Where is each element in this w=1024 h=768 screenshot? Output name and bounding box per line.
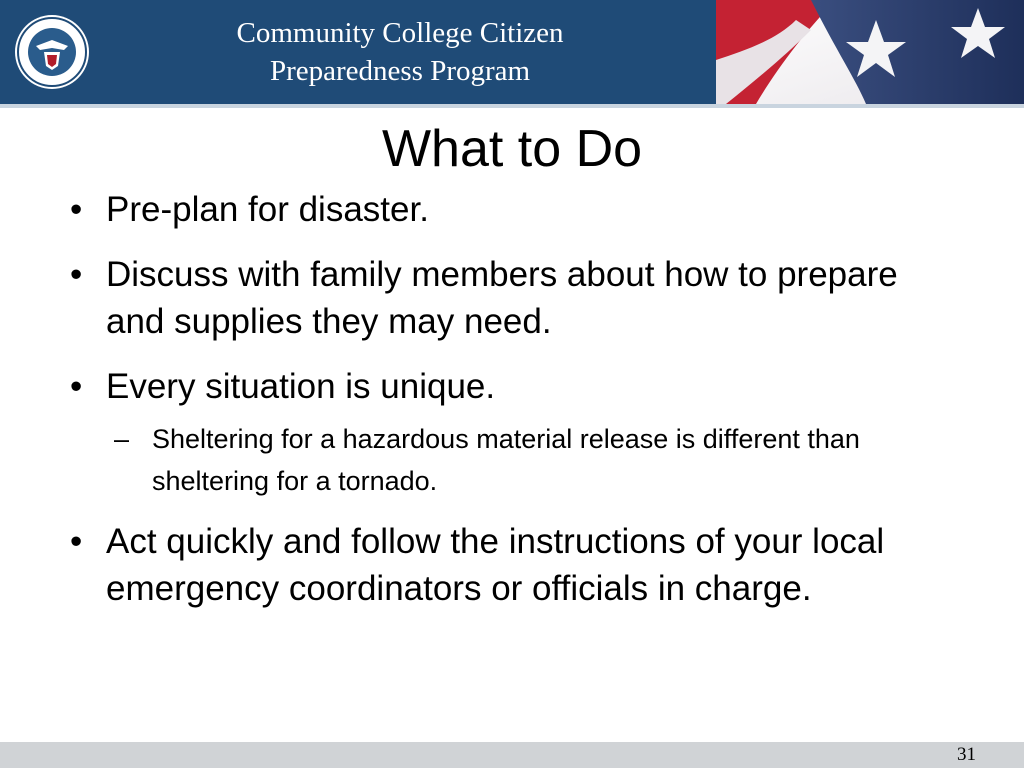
- bullet-text: Act quickly and follow the instructions of your local emergency coordinators or officials in charge.: [106, 522, 885, 608]
- program-title-line-1: Community College Citizen: [236, 17, 564, 49]
- slide-header: [0, 0, 1024, 104]
- bullet-item: [70, 251, 950, 345]
- bullet-item: [70, 518, 950, 612]
- dhs-seal-icon: [14, 14, 90, 90]
- bullet-mark: •: [70, 367, 83, 406]
- sub-bullet-item: [114, 418, 950, 502]
- bullet-mark: •: [70, 255, 83, 294]
- program-title: [120, 14, 680, 90]
- bullet-text: Pre-plan for disaster.: [106, 190, 429, 229]
- bullet-text: Discuss with family members about how to prepare and supplies they may need.: [106, 255, 898, 341]
- sub-bullet-text: Sheltering for a hazardous material release is different than sheltering for a tornado.: [152, 424, 860, 496]
- program-title-line-2: Preparedness Program: [269, 55, 531, 87]
- bullet-list: [70, 186, 950, 630]
- american-flag-stars-image: [716, 0, 1024, 104]
- slide-footer: [0, 742, 1024, 768]
- bullet-mark: •: [70, 522, 83, 561]
- bullet-item: [70, 186, 950, 233]
- bullet-text: Every situation is unique.: [106, 367, 496, 406]
- slide-title: What to Do: [381, 120, 643, 178]
- bullet-item: [70, 363, 950, 410]
- page-number: 31: [957, 744, 976, 765]
- sub-bullet-mark: –: [114, 424, 130, 454]
- header-divider: [0, 104, 1024, 108]
- bullet-mark: •: [70, 190, 83, 229]
